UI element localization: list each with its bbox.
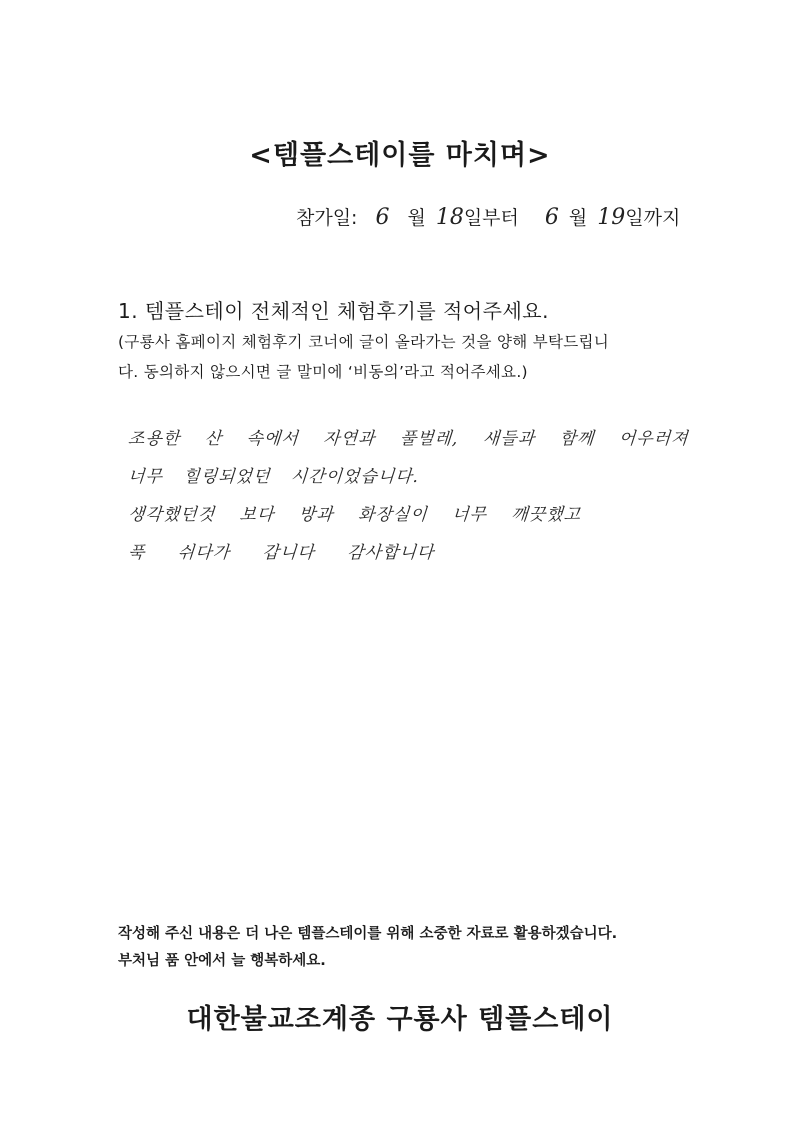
closing-message-line-1: 작성해 주신 내용은 더 나은 템플스테이를 위해 소중한 자료로 활용하겠습니다. [118,926,618,942]
participation-dates [296,203,680,230]
handwritten-line: 푹 쉬다가 갑니다 감사합니다 [127,543,435,563]
organization-name: 대한불교조계종 구룡사 템플스테이 [186,1004,614,1035]
closing-message-line-2: 부처님 품 안에서 늘 행복하세요. [118,953,326,969]
handwritten-review [128,420,748,572]
question-heading: 1. 템플스테이 전체적인 체험후기를 적어주세요. [118,299,549,323]
handwritten-line: 생각했던것 보다 방과 화장실이 너무 깨끗했고 [127,505,582,525]
consent-note-line-1: (구룡사 홈페이지 체험후기 코너에 글이 올라가는 것을 양해 부탁드립니 [118,333,610,351]
to-text: 일까지 [625,207,681,229]
handwritten-line: 조용한 산 속에서 자연과 풀벌레, 새들과 함께 어우러져 [127,429,690,449]
start-month-handwritten: 6 [375,205,390,230]
page-title: <템플스테이를 마치며> [249,140,551,171]
end-month-unit: 월 [568,207,588,229]
from-text: 일부터 [463,207,519,229]
consent-note-line-2: 다. 동의하지 않으시면 글 말미에 ‘비동의’라고 적어주세요.) [118,363,528,381]
participation-label: 참가일: [296,207,358,229]
start-month-unit: 월 [407,207,426,229]
end-day-handwritten: 19 [597,205,626,230]
handwritten-line: 너무 힐링되었던 시간이었습니다. [127,467,420,487]
end-month-handwritten: 6 [544,205,559,230]
start-day-handwritten: 18 [435,205,464,230]
